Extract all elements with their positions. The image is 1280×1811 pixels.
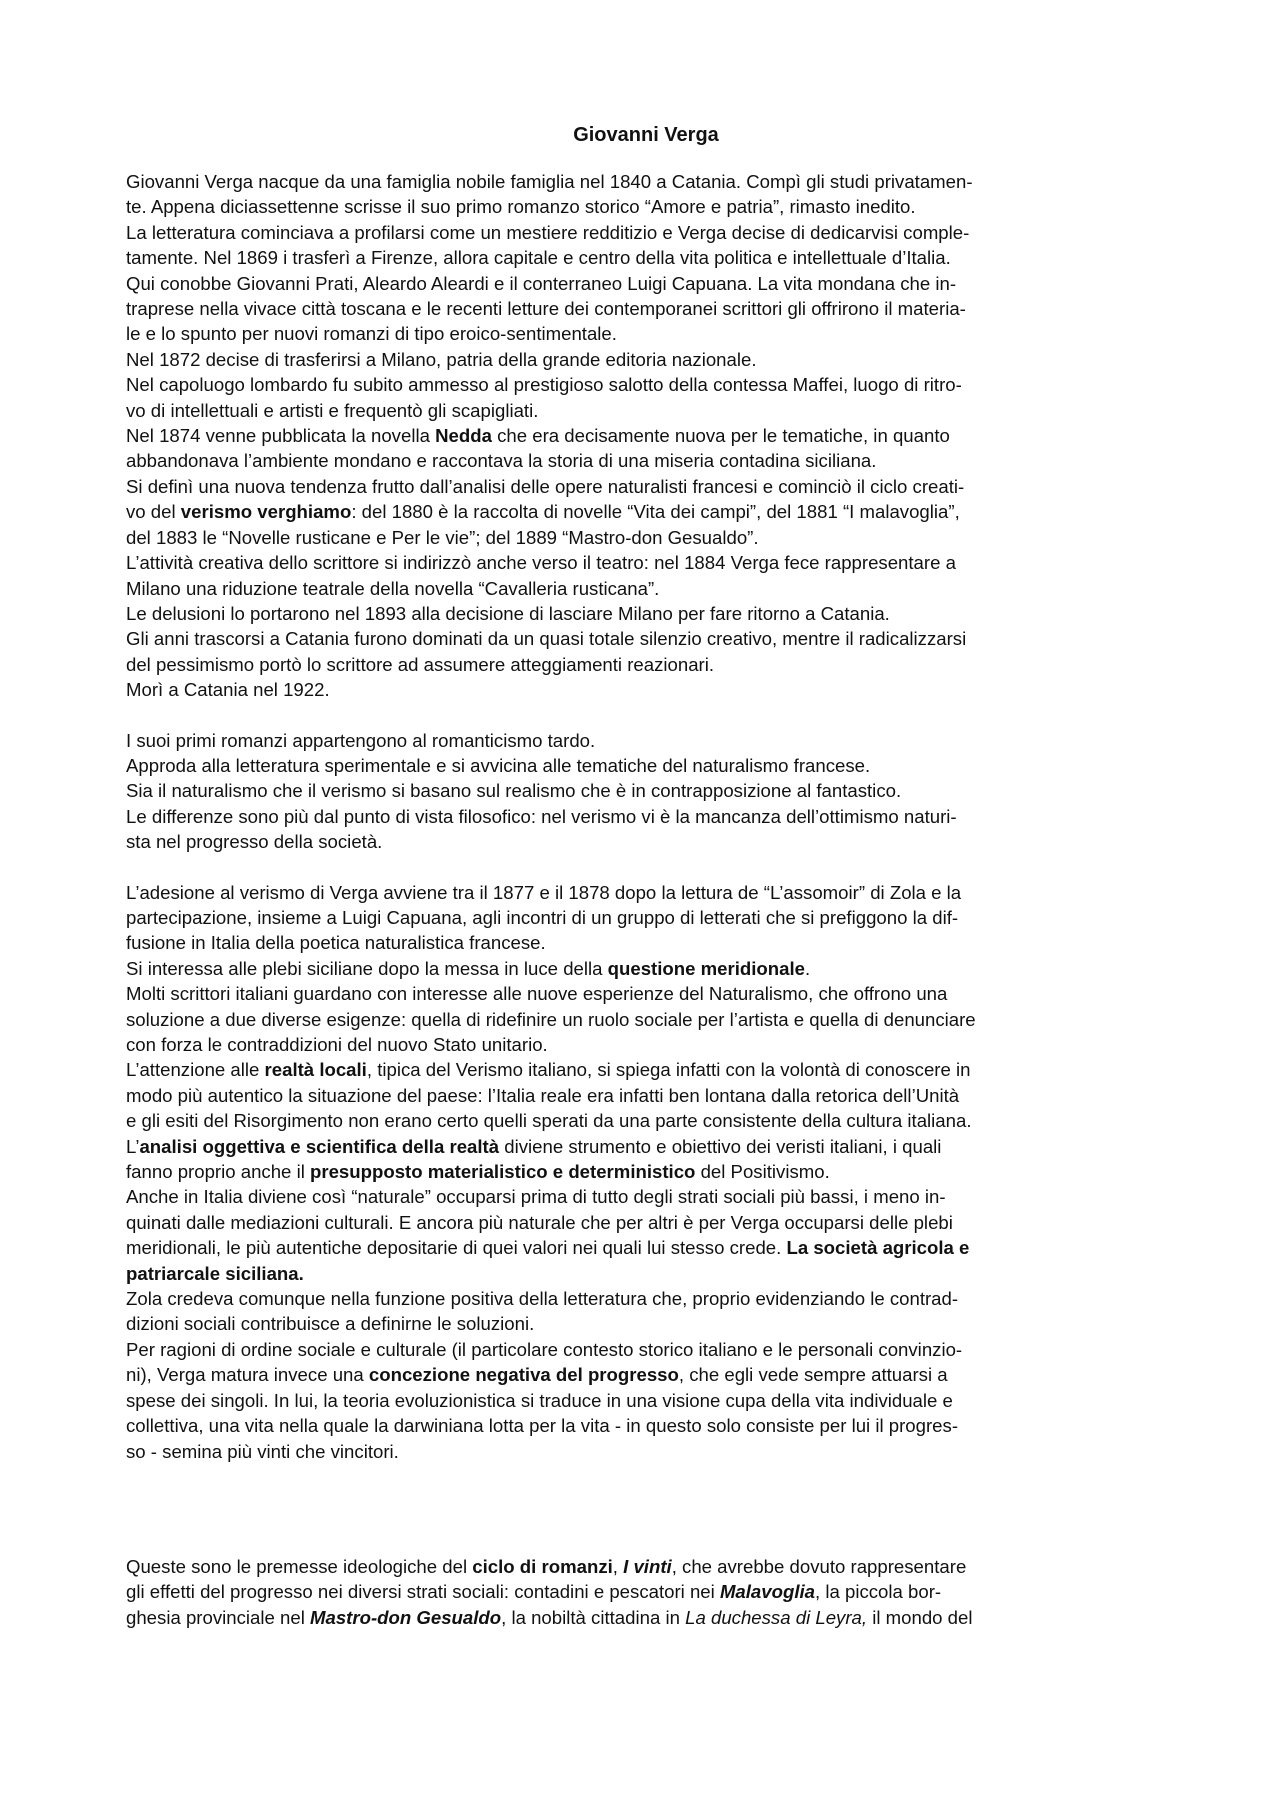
paragraph [126, 1554, 1166, 1630]
text-line [126, 1032, 1166, 1057]
text-line [126, 1362, 1166, 1387]
text-run: partecipazione, insieme a Luigi Capuana, agli incontri di un gruppo di letterati che si prefiggono la dif- [126, 906, 959, 928]
text-line [126, 1261, 1166, 1286]
bold-text: La società agricola e [786, 1237, 970, 1259]
text-line [126, 753, 1166, 778]
text-line [126, 601, 1166, 626]
text-line [126, 245, 1166, 270]
text-run: traprese nella vivace città toscana e le recenti letture dei contemporanei scrittori gli offrirono il materia- [126, 298, 966, 320]
text-line [126, 1337, 1166, 1362]
text-run: che era decisamente nuova per le tematiche, in quanto [491, 425, 950, 447]
text-line [126, 525, 1166, 550]
text-line [126, 321, 1166, 346]
text-line [126, 829, 1166, 854]
italic-text: La duchessa di Leyra, [685, 1606, 868, 1628]
text-line [126, 930, 1166, 955]
text-line [126, 474, 1166, 499]
text-run: Giovanni Verga nacque da una famiglia nobile famiglia nel 1840 a Catania. Compì gli studi privatamen- [126, 171, 973, 192]
text-run: quinati dalle mediazioni culturali. E ancora più naturale che per altri è per Verga occuparsi delle plebi [126, 1211, 953, 1233]
text-line [126, 1083, 1166, 1108]
text-run: Approda alla letteratura sperimentale e si avvicina alle tematiche del naturalismo francese. [126, 754, 871, 776]
text-line [126, 728, 1166, 753]
text-run: , la piccola bor- [815, 1581, 942, 1603]
text-line [126, 347, 1166, 372]
text-run: dizioni sociali contribuisce a definirne le soluzioni. [126, 1313, 535, 1335]
text-run: Per ragioni di ordine sociale e culturale (il particolare contesto storico italiano e le personali convinzio- [126, 1338, 963, 1360]
text-line [126, 880, 1166, 905]
text-run: ghesia provinciale nel [126, 1606, 310, 1628]
text-line [126, 1108, 1166, 1133]
text-line [126, 499, 1166, 524]
text-line [126, 778, 1166, 803]
text-run: tamente. Nel 1869 i trasferì a Firenze, allora capitale e centro della vita politica e intellettuale d’Italia. [126, 247, 951, 269]
text-run: del 1883 le “Novelle rusticane e Per le vie”; del 1889 “Mastro-don Gesualdo”. [126, 526, 759, 548]
text-line [126, 1057, 1166, 1082]
text-run: ni), Verga matura invece una [126, 1364, 369, 1386]
text-run: Molti scrittori italiani guardano con interesse alle nuove esperienze del Naturalismo, che offrono una [126, 983, 948, 1005]
text-run: meridionali, le più autentiche depositarie di quei valori nei quali lui stesso crede. [126, 1237, 787, 1259]
bold-text: analisi oggettiva e scientifica della realtà [139, 1135, 500, 1157]
text-run: vo del [126, 501, 181, 523]
text-run: diviene strumento e obiettivo dei veristi italiani, i quali [499, 1135, 942, 1157]
text-line [126, 220, 1166, 245]
text-line [126, 1235, 1166, 1260]
bold-text: realtà locali [264, 1059, 367, 1081]
text-line [126, 1286, 1166, 1311]
bold-text: questione meridionale [607, 957, 805, 979]
text-run: Gli anni trascorsi a Catania furono dominati da un quasi totale silenzio creativo, mentre il radicalizzarsi [126, 628, 967, 650]
text-run: Le differenze sono più dal punto di vista filosofico: nel verismo vi è la mancanza dell’ottimismo naturi- [126, 805, 957, 827]
text-run: L’ [126, 1135, 140, 1157]
text-run: , tipica del Verismo italiano, si spiega infatti con la volontà di conoscere in [366, 1059, 971, 1081]
text-line [126, 677, 1166, 702]
text-run: Qui conobbe Giovanni Prati, Aleardo Aleardi e il conterraneo Luigi Capuana. La vita mondana che in- [126, 272, 957, 294]
text-line [126, 1007, 1166, 1032]
paragraph-spacer [126, 1464, 1166, 1554]
text-run: L’attenzione alle [126, 1059, 265, 1081]
text-run: spese dei singoli. In lui, la teoria evoluzionistica si traduce in una visione cupa della vita individuale e [126, 1389, 953, 1411]
bold-text: I vinti [623, 1555, 672, 1577]
text-run: . [804, 957, 811, 979]
text-run: gli effetti del progresso nei diversi strati sociali: contadini e pescatori nei [126, 1581, 720, 1603]
text-run: Milano una riduzione teatrale della novella “Cavalleria rusticana”. [126, 577, 660, 599]
bold-text: Malavoglia [719, 1581, 816, 1603]
text-run: le e lo spunto per nuovi romanzi di tipo eroico-sentimentale. [126, 323, 617, 345]
text-line [126, 1439, 1166, 1464]
text-line [126, 804, 1166, 829]
bold-text: verismo verghiamo [180, 501, 352, 523]
bold-text: patriarcale siciliana. [126, 1262, 304, 1284]
text-run: vo di intellettuali e artisti e frequentò gli scapigliati. [126, 399, 539, 421]
text-line [126, 550, 1166, 575]
text-run: Si interessa alle plebi siciliane dopo la messa in luce della [126, 957, 608, 979]
text-run: Nel 1872 decise di trasferirsi a Milano, patria della grande editoria nazionale. [126, 348, 757, 370]
paragraph [126, 169, 1166, 703]
paragraph [126, 880, 1166, 1464]
text-run: Queste sono le premesse ideologiche del [126, 1555, 473, 1577]
text-line [126, 1210, 1166, 1235]
text-run: Sia il naturalismo che il verismo si basano sul realismo che è in contrapposizione al fantastico. [126, 780, 902, 802]
text-line [126, 1159, 1166, 1184]
text-run: fusione in Italia della poetica naturalistica francese. [126, 932, 546, 954]
text-line [126, 576, 1166, 601]
text-run: Si definì una nuova tendenza frutto dall’analisi delle opere naturalisti francesi e cominciò il ciclo creati- [126, 475, 965, 497]
text-line [126, 448, 1166, 473]
text-run: Anche in Italia diviene così “naturale” occuparsi prima di tutto degli strati sociali più bassi, i meno in- [126, 1186, 946, 1208]
text-run: sta nel progresso della società. [126, 831, 383, 853]
text-run: : del 1880 è la raccolta di novelle “Vita dei campi”, del 1881 “I malavoglia”, [351, 501, 960, 523]
bold-text: presupposto materialistico e deterministico [310, 1161, 696, 1183]
text-line [126, 1605, 1166, 1630]
document-body [126, 169, 1166, 1630]
text-line [126, 271, 1166, 296]
text-run: , la nobiltà cittadina in [501, 1606, 686, 1628]
paragraph-spacer [126, 703, 1166, 728]
text-run: Nel capoluogo lombardo fu subito ammesso al prestigioso salotto della contessa Maffei, luogo di ritro- [126, 374, 962, 396]
bold-text: ciclo di romanzi [472, 1555, 613, 1577]
text-run: L’adesione al verismo di Verga avviene tra il 1877 e il 1878 dopo la lettura de “L’assomoir” di Zola e la [126, 881, 962, 903]
text-run: e gli esiti del Risorgimento non erano certo quelli sperati da una parte consistente della cultura italiana. [126, 1110, 972, 1132]
paragraph [126, 728, 1166, 855]
text-run: La letteratura cominciava a profilarsi come un mestiere redditizio e Verga decise di dedicarvisi comple- [126, 221, 970, 243]
text-line [126, 1134, 1166, 1159]
text-line [126, 1311, 1166, 1336]
text-run: collettiva, una vita nella quale la darwiniana lotta per la vita - in questo solo consiste per lui il progres- [126, 1415, 959, 1437]
text-line [126, 1413, 1166, 1438]
text-run: so - semina più vinti che vincitori. [126, 1440, 399, 1462]
text-line [126, 169, 1166, 194]
text-run: te. Appena diciassettenne scrisse il suo primo romanzo storico “Amore e patria”, rimasto inedito. [126, 196, 916, 218]
text-run: Zola credeva comunque nella funzione positiva della letteratura che, proprio evidenziando le contrad- [126, 1288, 959, 1310]
text-line [126, 981, 1166, 1006]
text-line [126, 423, 1166, 448]
text-line [126, 652, 1166, 677]
text-run: , che egli vede sempre attuarsi a [678, 1364, 948, 1386]
text-run: Le delusioni lo portarono nel 1893 alla decisione di lasciare Milano per fare ritorno a Catania. [126, 602, 890, 624]
bold-text: concezione negativa del progresso [368, 1364, 679, 1386]
bold-text: Nedda [435, 425, 492, 447]
text-line [126, 372, 1166, 397]
text-line [126, 1388, 1166, 1413]
text-run: , [612, 1555, 624, 1577]
text-line [126, 1554, 1166, 1579]
text-run: il mondo del [867, 1606, 973, 1628]
text-run: Morì a Catania nel 1922. [126, 679, 330, 701]
text-run: , che avrebbe dovuto rappresentare [671, 1555, 967, 1577]
text-run: modo più autentico la situazione del paese: l’Italia reale era infatti ben lontana dalla retorica dell’Unità [126, 1084, 960, 1106]
text-run: abbandonava l’ambiente mondano e raccontava la storia di una miseria contadina siciliana. [126, 450, 877, 472]
bold-text: Mastro-don Gesualdo [310, 1606, 502, 1628]
text-line [126, 194, 1166, 219]
text-run: del Positivismo. [695, 1161, 830, 1183]
paragraph-spacer [126, 855, 1166, 880]
text-run: Nel 1874 venne pubblicata la novella [126, 425, 436, 447]
document-title: Giovanni Verga [573, 124, 719, 146]
text-line [126, 398, 1166, 423]
text-run: fanno proprio anche il [126, 1161, 310, 1183]
text-run: I suoi primi romanzi appartengono al romanticismo tardo. [126, 729, 596, 751]
text-run: L’attività creativa dello scrittore si indirizzò anche verso il teatro: nel 1884 Verga fece rappresentare a [126, 552, 956, 574]
text-line [126, 905, 1166, 930]
text-run: con forza le contraddizioni del nuovo Stato unitario. [126, 1034, 548, 1055]
text-line [126, 296, 1166, 321]
text-line [126, 956, 1166, 981]
text-line [126, 626, 1166, 651]
text-line [126, 1184, 1166, 1209]
text-run: soluzione a due diverse esigenze: quella di ridefinire un ruolo sociale per l’artista e quella di denunciare [126, 1008, 976, 1030]
text-line [126, 1579, 1166, 1604]
text-run: del pessimismo portò lo scrittore ad assumere atteggiamenti reazionari. [126, 653, 715, 675]
